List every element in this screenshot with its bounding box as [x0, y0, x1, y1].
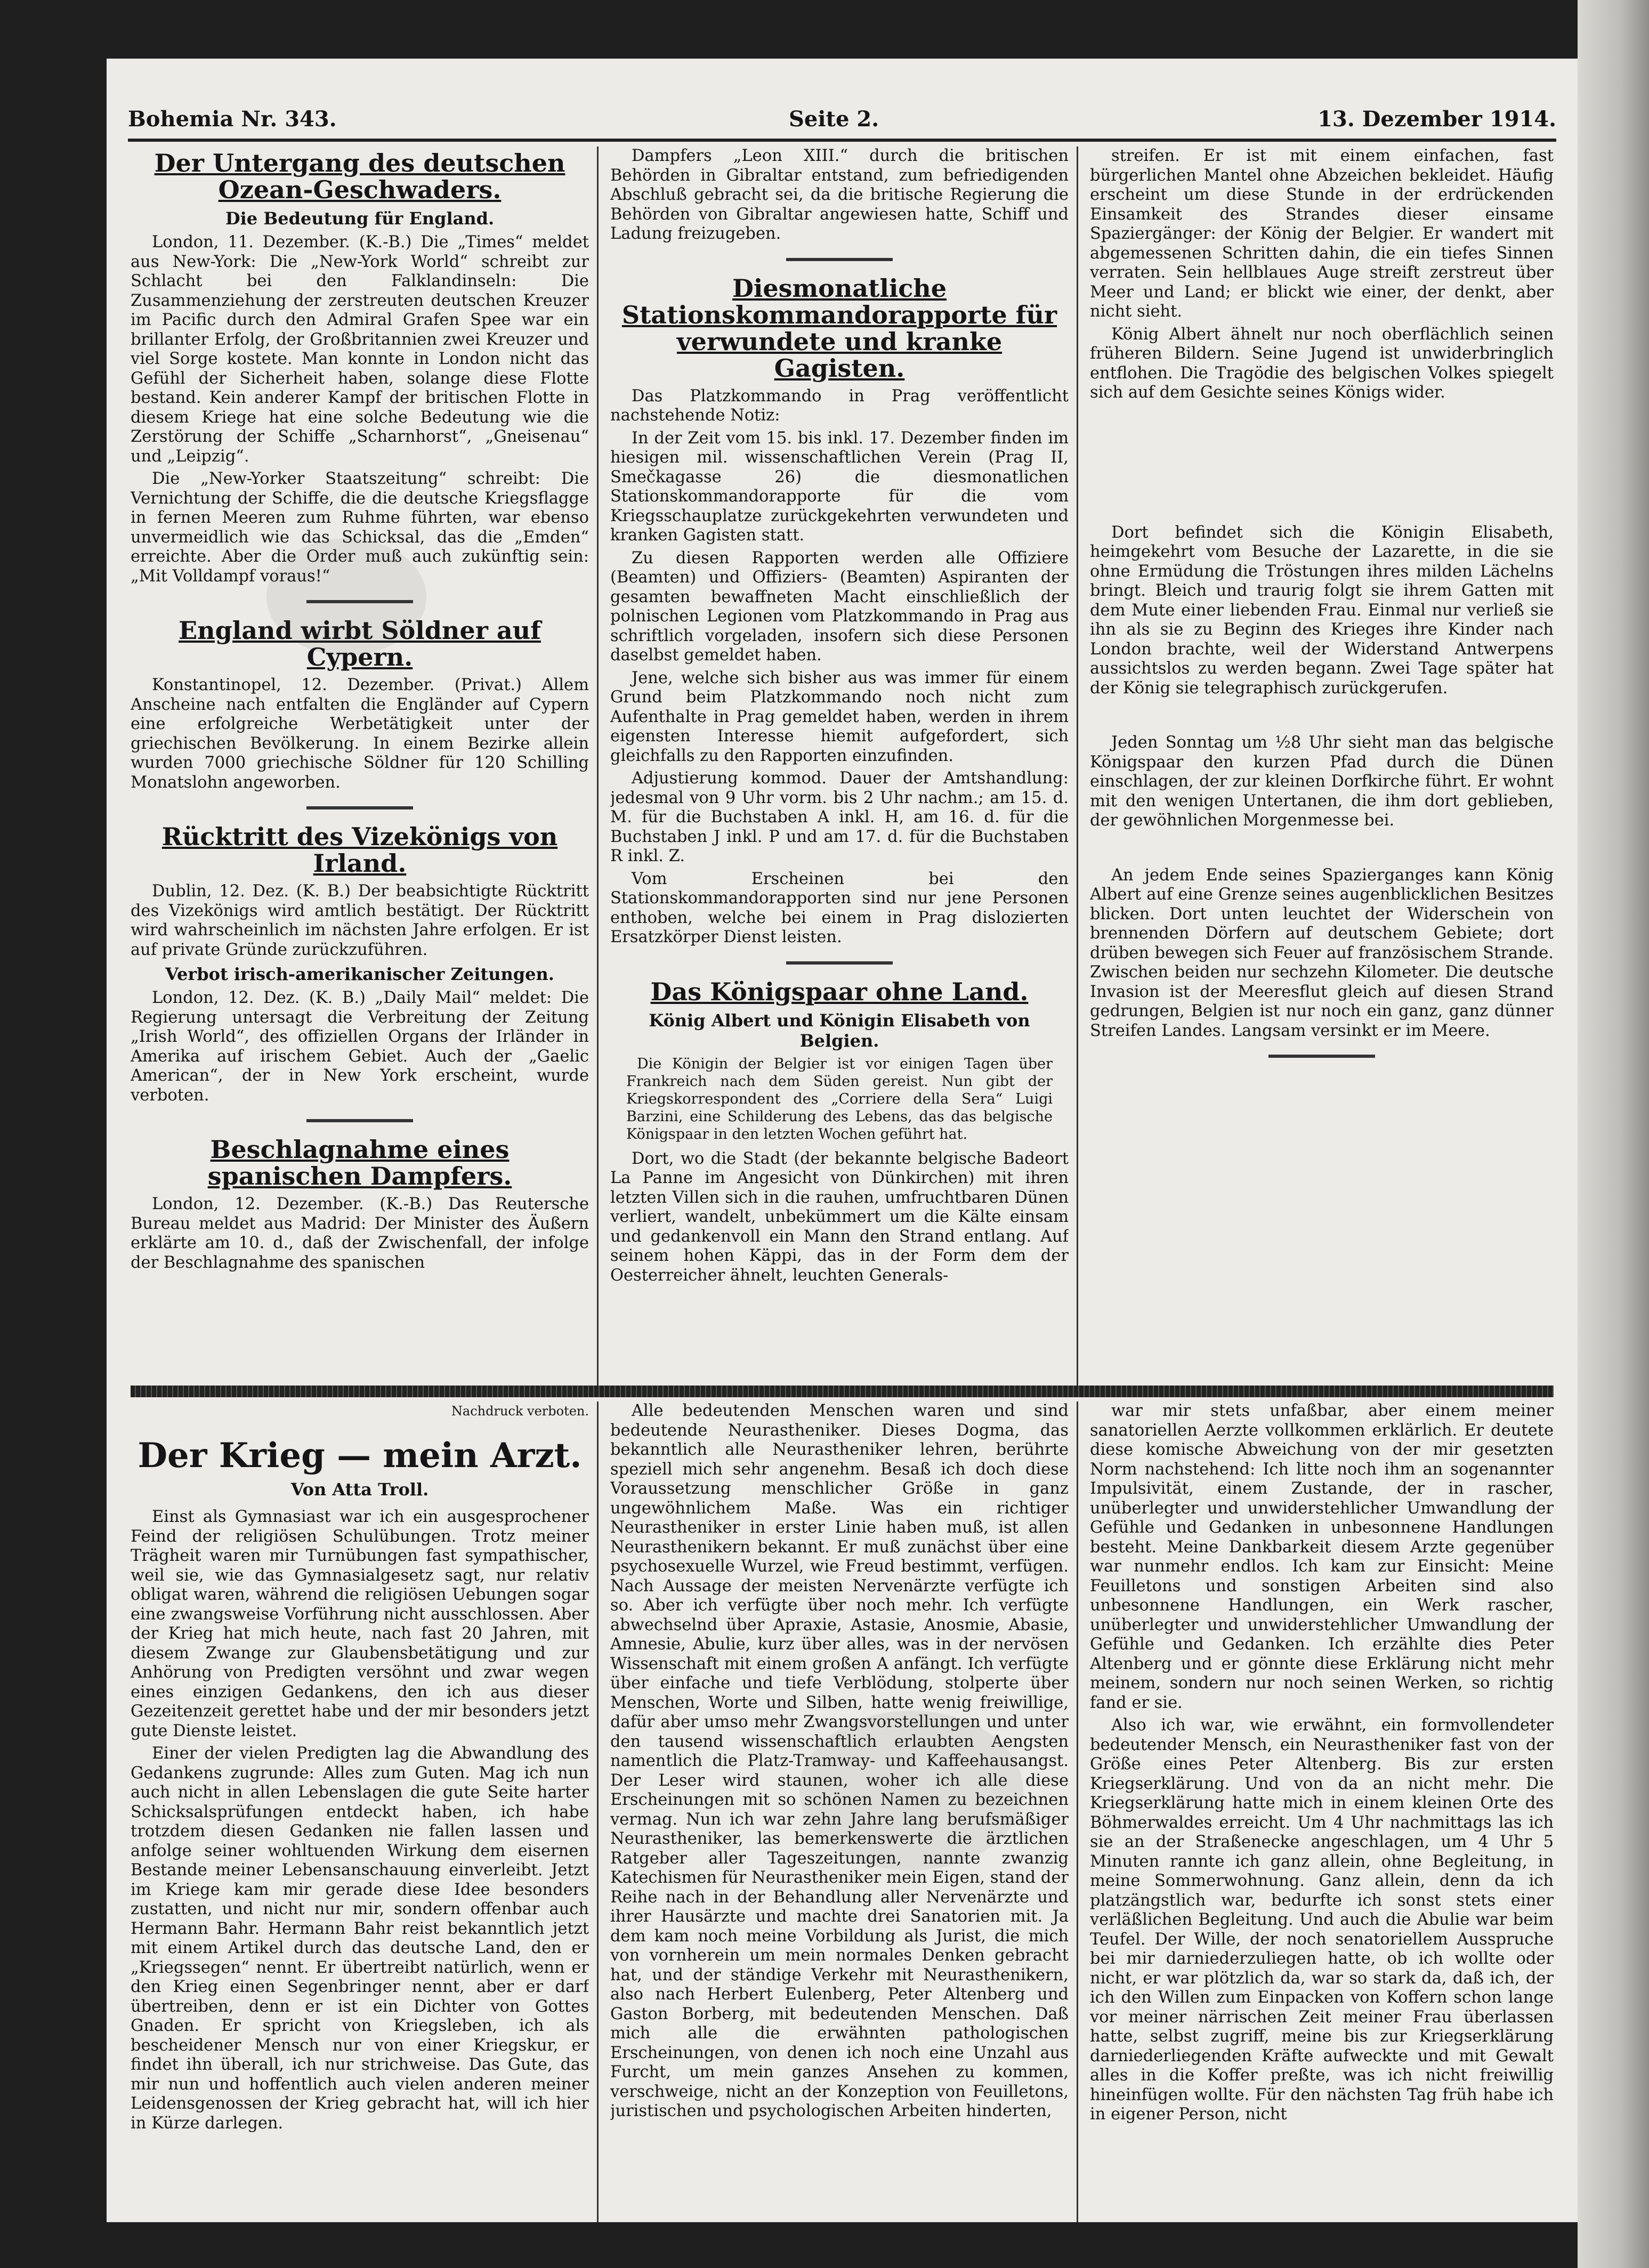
article-paragraph: Dort befindet sich die Königin Elisabeth, heimgekehrt vom Besuche der Lazarette, in die sie ohne Ermüdung die Tröstungen ihres milden Lächelns bringt. Bleich und traurig folgt sie ihrem Gatten mit dem Mute einer liebenden Frau. Einmal nur verließ sie ihn als sie zu Beginn des Krieges ihre Kinder nach London brachte, weil der Widerstand Antwerpens aussichtslos zu werden begann. Zwei Tage später hat der König sie telegraphisch zurückgerufen.: [1090, 523, 1554, 698]
newspaper-page: [107, 59, 1578, 2222]
article-paragraph: Einst als Gymnasiast war ich ein ausgesprochener Feind der religiösen Schulübungen. Trotz meiner Trägheit waren mir Turnübungen fast sympathischer, weil sie, wie das Gymnasialgesetz sagt, nur relativ obligat waren, während die religiösen Uebungen sogar eine zwangsweise Vorführung nicht ausschlossen. Aber der Krieg hat mich heute, nach fast 20 Jahren, mit diesem Zwange zur Glaubensbetätigung und zur Anhörung von Predigten versöhnt und zwar wegen eines einzigen Gedankens, den ich aus dieser Gezeitenzeit gerettet habe und der mir besonders jetzt gute Dienste leistet.: [131, 1508, 589, 1740]
separator: [786, 258, 893, 261]
masthead: [128, 96, 1556, 139]
column-rule: [1077, 147, 1078, 1388]
scan-edge: [1578, 0, 1649, 2268]
article-paragraph: London, 12. Dezember. (K.-B.) Das Reutersche Bureau meldet aus Madrid: Der Minister des Äußern erklärte am 10. d., daß der Zwischenfall, der infolge der Beschlagnahme des spanischen: [131, 1195, 589, 1272]
separator: [306, 806, 413, 809]
article-paragraph: London, 11. Dezember. (K.-B.) Die „Times“ meldet aus New-York: Die „New-York World“ schreibt zur Schlacht bei den Falklandinseln: Die Zusammenziehung der zerstreuten deutschen Kreuzer im Pacific durch den Admiral Grafen Spee war ein brillanter Erfolg, der Großbritannien zwei Kreuzer und viel Sorge kostete. Man konnte in London nicht das Gefühl der Sicherheit haben, solange diese Flotte bestand. Kein anderer Kampf der britischen Flotte in diesem Kriege hat eine solche Bedeutung wie die Zerstörung der Schiffe „Scharnhorst“, „Gneisenau“ und „Leipzig“.: [131, 233, 589, 466]
separator: [1268, 1055, 1375, 1058]
column-rule: [597, 1402, 599, 2222]
headline-koenigspaar: Das Königspaar ohne Land.: [650, 977, 1029, 1006]
article-paragraph: London, 12. Dez. (K. B.) „Daily Mail“ meldet: Die Regierung untersagt die Verbreitung der Zeitung „Irish World“, des offiziellen Organs der Irländer in Amerika auf irischem Gebiet. Auch der „Gaelic American“, der in New York erscheint, wurde verboten.: [131, 989, 589, 1105]
headline-stationskommando: Diesmonatliche Stationskommandorapporte für verwundete und kranke Gagisten.: [621, 273, 1057, 383]
column-rule: [1077, 1402, 1078, 2222]
article-paragraph: Adjustierung kommod. Dauer der Amtshandlung: jedesmal von 9 Uhr vorm. bis 2 Uhr nachm.; am 15. d. M. für die Buchstaben A inkl. H, am 16. d. für die Buchstaben J inkl. P und am 17. d. für die Buchstaben R inkl. Z.: [610, 769, 1069, 865]
column-1: [131, 147, 589, 1388]
feuilleton-title: Der Krieg — mein Arzt.: [138, 1435, 582, 1476]
article-paragraph: Alle bedeutenden Menschen waren und sind bedeutende Neurastheniker. Dieses Dogma, das bekanntlich alle Neurastheniker lehren, berührte speziell mich sehr angenehm. Besaß ich doch diese Voraussetzung menschlicher Größe in ganz ungewöhnlichem Maße. Was ein richtiger Neurastheniker in erster Linie haben muß, ist allen Neurasthenikern bekannt. Er muß zunächst über eine psychosexuelle Wurzel, wie Freud bestimmt, verfügen. Nach Aussage der meisten Nervenärzte verfügte ich so. Aber ich verfügte über noch mehr. Ich verfügte abwechselnd über Apraxie, Astasie, Anosmie, Abasie, Amnesie, Abulie, kurz über alles, was in der nervösen Wissenschaft mit einem großen A anfängt. Ich verfügte über einfache und tiefe Verblödung, stolperte über Menschen, Worte und Silben, hatte wenig freiwillige, dafür aber umso mehr Zwangsvorstellungen und unter den tausend wissenschaftlich erlaubten Aengsten namentlich die Platz-Tramway- und Kaffeehausangst. Der Leser wird staunen, woher ich alle diese Erscheinungen mit so schönen Namen zu bezeichnen vermag. Nun ich war zehn Jahre lang berufsmäßiger Neurastheniker, las bemerkenswerte die ärztlichen Ratgeber aller Tageszeitungen, nannte zwanzig Katechismen für Neurastheniker mein Eigen, stand der Reihe nach in der Behandlung aller Nervenärzte und ihrer Hausärzte und machte drei Sanatorien mit. Ja dem kam noch meine Vorbildung als Jurist, die mich von vornherein um mein normales Denken gebracht hat, und der ständige Verkehr mit Neurasthenikern, also nach Herbert Eulenberg, Peter Altenberg und Gaston Borberg, mit bedeutenden Menschen. Daß mich alle die erwähnten pathologischen Erscheinungen, von denen ich noch eine Unzahl aus Furcht, um mein ganzes Ansehen zu kommen, verschweige, nicht an der Konzeption von Feuilletons, juristischen und psychologischen Arbeiten hinderten,: [610, 1402, 1069, 2120]
subheadline-verbot: Verbot irisch-amerikanischer Zeitungen.: [165, 964, 554, 984]
article-paragraph: war mir stets unfaßbar, aber einem meiner sanatoriellen Aerzte vollkommen erklärlich. Er deutete diese komische Abweichung von der mir gesetzten Norm nachstehend: Ich litte noch ihm an sogenannter Impulsivität, einem Zustande, der in rascher, unüberlegter und unwiderstehlicher Umwandlung der Gefühle und Gedanken in unbesonnene Handlungen besteht. Meine Dankbarkeit diesem Arzte gegenüber war nunmehr endlos. Ich kam zur Einsicht: Meine Feuilletons und sonstigen Arbeiten sind also unbesonnene Handlungen, ein Werk rascher, unüberlegter und unwiderstehlicher Umwandlung der Gefühle und Gedanken. Ich erzählte dies Peter Altenberg und er gönnte diese Erklärung nicht mehr meinem, sondern nur noch seinen Werken, so richtig fand er sie.: [1090, 1402, 1554, 1712]
article-paragraph: König Albert ähnelt nur noch oberflächlich seinen früheren Bildern. Seine Jugend ist unwiderbringlich entflohen. Die Tragödie des belgischen Volkes spiegelt sich auf dem Gesichte seines Königs wider.: [1090, 325, 1554, 402]
article-paragraph: Einer der vielen Predigten lag die Abwandlung des Gedankens zugrunde: Alles zum Guten. Mag ich nun auch nicht in allen Lebenslagen die gute Seite harter Schicksalsprüfungen entdeckt haben, ich habe trotzdem diesen Gedanken nie fallen lassen und anfolge seiner wohltuenden Wirkung dem eisernen Bestande meiner Lebensanschauung einverleibt. Jetzt im Kriege kam mir gerade diese Idee besonders zustatten, und nicht nur mir, sondern offenbar auch Hermann Bahr. Hermann Bahr reist bekanntlich jetzt mit einem Artikel durch das deutsche Land, den er „Kriegssegen“ nennt. Er übertreibt natürlich, wenn er den Krieg einen Segenbringer nennt, aber er darf übertreiben, denn er ist ein Dichter von Gottes Gnaden. Er spricht von Kriegsleben, ich als bescheidener Mensch nur von einer Kriegskur, er findet ihn überall, ich nur strichweise. Das Gute, das mir nun und hoffentlich auch vielen anderen meiner Leidensgenossen der Krieg gebracht hat, will ich hier in Kürze darlegen.: [131, 1744, 589, 2133]
article-paragraph: In der Zeit vom 15. bis inkl. 17. Dezember finden im hiesigen mil. wissenschaftlichen Verein (Prag II, Smečkagasse 26) die diesmonatlichen Stationskommandorapporte für die vom Kriegsschauplatze zurückgekehrten verwundeten und kranken Gagisten statt.: [610, 428, 1069, 545]
article-paragraph: Konstantinopel, 12. Dezember. (Privat.) Allem Anscheine nach entfalten die Engländer auf Cypern eine erfolgreiche Werbetätigkeit unter der griechischen Bevölkerung. In einem Bezirke allein wurden 7000 griechische Söldner für 120 Schilling Monatslohn angeworben.: [131, 676, 589, 792]
article-paragraph: Das Platzkommando in Prag veröffentlicht nachstehende Notiz:: [610, 386, 1069, 425]
subheadline-koenig-albert: König Albert und Königin Elisabeth von Belgien.: [649, 1010, 1030, 1051]
headline-cypern: England wirbt Söldner auf Cypern.: [179, 616, 541, 671]
article-paragraph: Jene, welche sich bisher aus was immer für einem Grund beim Platzkommando noch nicht zum Aufenthalte in Prag gemeldet haben, werden in ihrem eigensten Interesse hiemit aufgefordert, sich gleichfalls zu den Rapporten einzufinden.: [610, 668, 1069, 765]
feuilleton-column-3: [1090, 1402, 1554, 2222]
masthead-page: Seite 2.: [789, 107, 879, 132]
headline-ozean-geschwader: Der Untergang des deutschen Ozean-Geschwaders.: [154, 149, 565, 204]
article-paragraph: Dampfers „Leon XIII.“ durch die britischen Behörden in Gibraltar entstand, zum befriedigenden Abschluß gebracht sei, da die britische Regierung die Behörden von Gibraltar angewiesen hatte, Schiff und Ladung freizugeben.: [610, 147, 1069, 243]
masthead-rule: [128, 139, 1556, 142]
feuilleton-rule: [131, 1386, 1554, 1397]
masthead-date: 13. Dezember 1914.: [1317, 107, 1556, 132]
article-paragraph: Zu diesen Rapporten werden alle Offiziere (Beamten) und Offiziers- (Beamten) Aspiranten der gesamten bewaffneten Macht einschließlich der polnischen Legionen vom Platzkommando in Prag aus schriftlich vorgeladen, insofern sich diese Personen daselbst gemeldet haben.: [610, 548, 1069, 665]
headline-vizekoenig: Rücktritt des Vizekönigs von Irland.: [161, 822, 558, 878]
column-rule: [597, 147, 599, 1388]
feuilleton-column-1: [131, 1402, 589, 2222]
column-2: [610, 147, 1069, 1388]
article-paragraph: An jedem Ende seines Spazierganges kann König Albert auf eine Grenze seines augenblicklichen Besitzes blicken. Dort unten leuchtet der Widerschein von brennenden Dörfern auf deutschem Gebiete; dort drüben bewegen sich Feuer auf französischem Strande. Zwischen beiden nur sechzehn Kilometer. Die deutsche Invasion ist der Meeresflut gleich auf diesen Strand gedrungen, Belgien ist nur noch ein ganz, ganz dünner Streifen Landes. Langsam versinkt er im Meere.: [1090, 865, 1554, 1040]
article-lead: Die Königin der Belgier ist vor einigen Tagen über Frankreich nach dem Süden gereist. Nun gibt der Kriegskorrespondent des „Corriere della Sera“ Luigi Barzini, eine Schilderung des Lebens, das das belgische Königspaar in den letzten Wochen geführt hat.: [626, 1055, 1053, 1143]
article-paragraph: Vom Erscheinen bei den Stationskommandorapporten sind nur jene Personen enthoben, welche bei einem in Prag dislozierten Ersatzkörper Dienst leisten.: [610, 869, 1069, 946]
article-paragraph: Die „New-Yorker Staatszeitung“ schreibt: Die Vernichtung der Schiffe, die die deutsche Kriegsflagge in fernen Meeren zum Ruhme führten, war ebenso unvermeidlich wie das Schicksal, das die „Emden“ erreichte. Aber die Order muß auch zukünftig sein: „Mit Volldampf voraus!“: [131, 469, 589, 586]
article-paragraph: streifen. Er ist mit einem einfachen, fast bürgerlichen Mantel ohne Abzeichen bekleidet. Häufig erscheint um diese Stunde in der erdrückenden Einsamkeit des Strandes dieser einsame Spaziergänger: der König der Belgier. Er wandert mit abgemessenen Schritten dahin, die ein tiefes Sinnen verraten. Sein hellblaues Auge streift zerstreut über Meer und Land; er blickt wie einer, der denkt, aber nicht sieht.: [1090, 147, 1554, 321]
article-paragraph: Dublin, 12. Dez. (K. B.) Der beabsichtigte Rücktritt des Vizekönigs wird amtlich bestätigt. Der Rücktritt wird wahrscheinlich im nächsten Jahre erfolgen. Er ist auf private Gründe zurückzuführen.: [131, 882, 589, 959]
reprint-note: Nachdruck verboten.: [451, 1404, 589, 1419]
separator: [306, 1119, 413, 1122]
article-paragraph: Also ich war, wie erwähnt, ein formvollendeter bedeutender Mensch, ein Neurastheniker fast von der Größe eines Peter Altenberg. Bis zur ersten Kriegserklärung. Und von da an nicht mehr. Die Kriegserklärung hatte mich in einem kleinen Orte des Böhmerwaldes erreicht. Um 4 Uhr nachmittags las ich sie an der Straßenecke angeschlagen, um 4 Uhr 5 Minuten rannte ich ganz allein, ohne Begleitung, in meine Sommerwohnung. Ganz allein, denn da ich platzängstlich war, bedurfte ich sonst stets einer verläßlichen Begleitung. Und auch die Abulie war beim Teufel. Der Wille, der noch senatoriellem Ausspruche bei mir darniederzuliegen hatte, ob ich wollte oder nicht, er war plötzlich da, war so stark da, daß ich, der ich den Willen zum Einpacken von Koffern schon lange vor meiner närrischen Zeit meiner Frau überlassen hatte, selbst zugriff, meine bis zur Kriegserklärung darniederliegenden Kräfte aufweckte und mit Gewalt alles in die Koffer preßte, was ich nicht freiwillig hineinfügen wollte. Für den nächsten Tag früh habe ich in eigener Person, nicht: [1090, 1716, 1554, 2124]
article-paragraph: Dort, wo die Stadt (der bekannte belgische Badeort La Panne im Angesicht von Dünkirchen) mit ihren letzten Villen sich in die rauhen, umfruchtbaren Dünen verliert, wandelt, unbekümmert um die Kälte einsam und gedankenvoll ein Mann den Strand entlang. Auf seinem hohen Käppi, das in der Form dem der Oesterreicher ähnelt, leuchten Generals-: [610, 1149, 1069, 1285]
feuilleton-author: Von Atta Troll.: [290, 1479, 429, 1500]
article-paragraph: Jeden Sonntag um ½8 Uhr sieht man das belgische Königspaar den kurzen Pfad durch die Dünen einschlagen, der zur kleinen Dorfkirche führt. Er wohnt mit den wenigen Untertanen, die ihm dort geblieben, der gewöhnlichen Morgenmesse bei.: [1090, 733, 1554, 830]
headline-beschlagnahme: Beschlagnahme eines spanischen Dampfers.: [207, 1135, 512, 1190]
masthead-issue: Bohemia Nr. 343.: [128, 107, 337, 132]
subheadline-bedeutung: Die Bedeutung für England.: [225, 208, 495, 229]
separator: [786, 961, 893, 965]
column-3: [1090, 147, 1554, 1388]
